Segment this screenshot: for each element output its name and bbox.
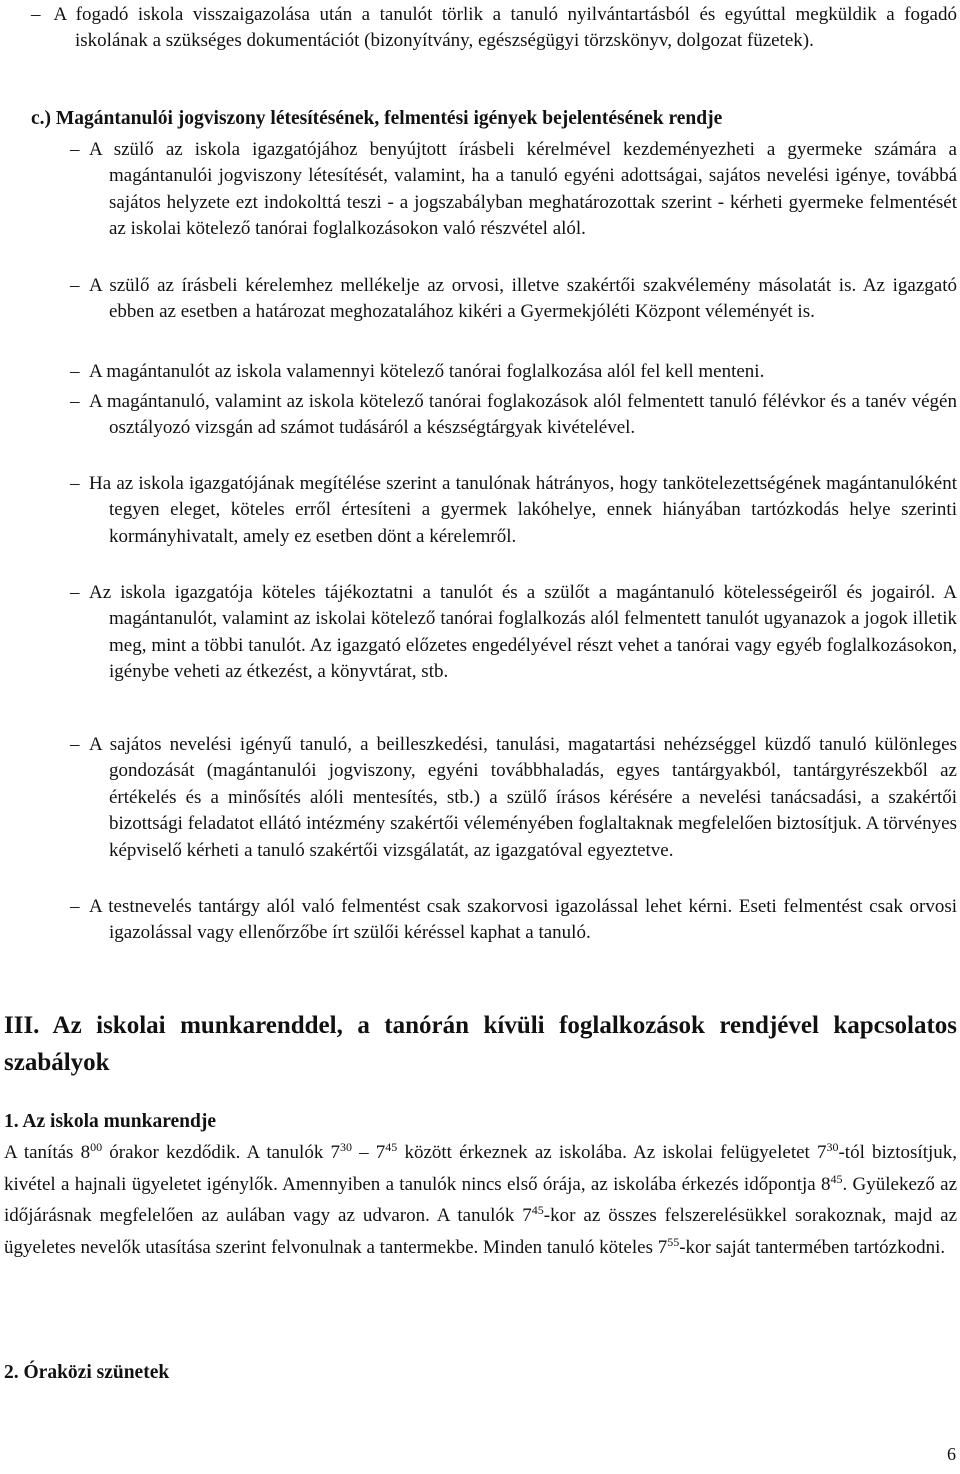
page-number: 6 (947, 1444, 956, 1464)
list-item: – A szülő az iskola igazgatójához benyújtott írásbeli kérelmével kezdeményezheti a gyermeke számára a magántanulói jogviszony létesítését, valamint, ha a tanuló egyéni adottságai, sajátos nevelési igénye, továbbá sajátos helyzete ezt indokolttá teszi - a jogszabályban meghatározottak szerint - kérheti gyermeke felmentését az iskolai kötelező tanórai foglalkozásokon való részvétel alól. (70, 139, 957, 240)
list-item: – A sajátos nevelési igényű tanuló, a beilleszkedési, tanulási, magatartási nehézséggel küzdő tanuló különleges gondozását (magántanulói jogviszony, egyéni továbbhaladás, egyes tantárgyakból, tantárgyrészekből az értékelés és a minősítés alóli mentesítés, stb.) a szülő írásos kérésére a nevelési tanácsadási, a szakértői bizottsági feladatot ellátó intézmény szakértői véleményében foglaltaknak megfelelően biztosítjuk. A törvényes képviselő kérheti a tanuló szakértői vizsgálatát, az igazgatóval egyeztetve. (70, 734, 957, 861)
intro-list-item (31, 2, 957, 55)
chapter-heading: III. Az iskolai munkarenddel, a tanórán kívüli foglalkozások rendjével kapcsolatos szabályok (4, 1012, 957, 1076)
list-item: – Ha az iskola igazgatójának megítélése szerint a tanulónak hátrányos, hogy tankötelezettségének magántanulóként tegyen eleget, köteles erről értesíteni a gyermek lakóhelye, ennek hiányában tartózkodás helye szerinti kormányhivatalt, amely ez esetben dönt a kérelemről. (70, 473, 957, 547)
list-item: – A magántanulót az iskola valamennyi kötelező tanórai foglalkozása alól fel kell menteni. (70, 361, 765, 382)
list-item-text: A fogadó iskola visszaigazolása után a tanulót törlik a tanuló nyilvántartásból és egyúttal megküldik a fogadó iskolának a szükséges dokumentációt (bizonyítvány, egészségügyi törzskönyv, dolgozat füzetek). (53, 4, 957, 52)
schedule-paragraph: A tanítás $8^{00}$ órakor kezdődik. A tanulók $7^{30} - 7^{45}$ között érkeznek az iskolába. Az iskolai felügyeletet $7^{30}$-tól biztosítjuk, kivétel a hajnali ügyeletet igénylők. Amennyiben a tanulók nincs első órája, az iskolába érkezés időpontja $8^{45}$. Gyülekező az időjárásnak megfelelően az aulában vagy az udvaron. A tanulók $7^{45}$-kor az összes felszerelésükkel sorakoznak, majd az ügyeletes nevelők utasítása szerint felvonulnak a tantermekbe. Minden tanuló köteles $7^{55}$-kor saját tantermében tartózkodni. (4, 1140, 958, 1258)
section-1-heading: 1. Az iskola munkarendje (4, 1111, 217, 1132)
section-2-heading: 2. Óraközi szünetek (4, 1362, 170, 1383)
dash-bullet: – (31, 4, 41, 25)
list-item: – A magántanuló, valamint az iskola kötelező tanórai foglakozások alól felmentett tanuló félévkor és a tanév végén osztályozó vizsgán ad számot tudásáról a készségtárgyak kivételével. (70, 391, 957, 439)
section-c-heading: c.) Magántanulói jogviszony létesítésének, felmentési igények bejelentésének rendje (31, 108, 723, 129)
list-item: – A szülő az írásbeli kérelemhez mellékelje az orvosi, illetve szakértői szakvélemény másolatát is. Az igazgató ebben az esetben a határozat meghozatalához kikéri a Gyermekjóléti Központ véleményét is. (70, 275, 957, 323)
list-item: – A testnevelés tantárgy alól való felmentést csak szakorvosi igazolással lehet kérni. Eseti felmentést csak orvosi igazolással vagy ellenőrzőbe írt szülői kéréssel kaphat a tanuló. (70, 896, 957, 944)
list-item: – Az iskola igazgatója köteles tájékoztatni a tanulót és a szülőt a magántanuló kötelességeiről és jogairól. A magántanulót, valamint az iskolai kötelező tanórai foglalkozás alól felmentett tanulót ugyanazok a jogok illetik meg, mint a többi tanulót. Az igazgató előzetes engedélyével részt vehet a tanórai vagy egyéb foglalkozásokon, igénybe veheti az étkezést, a könyvtárat, stb. (70, 582, 957, 683)
